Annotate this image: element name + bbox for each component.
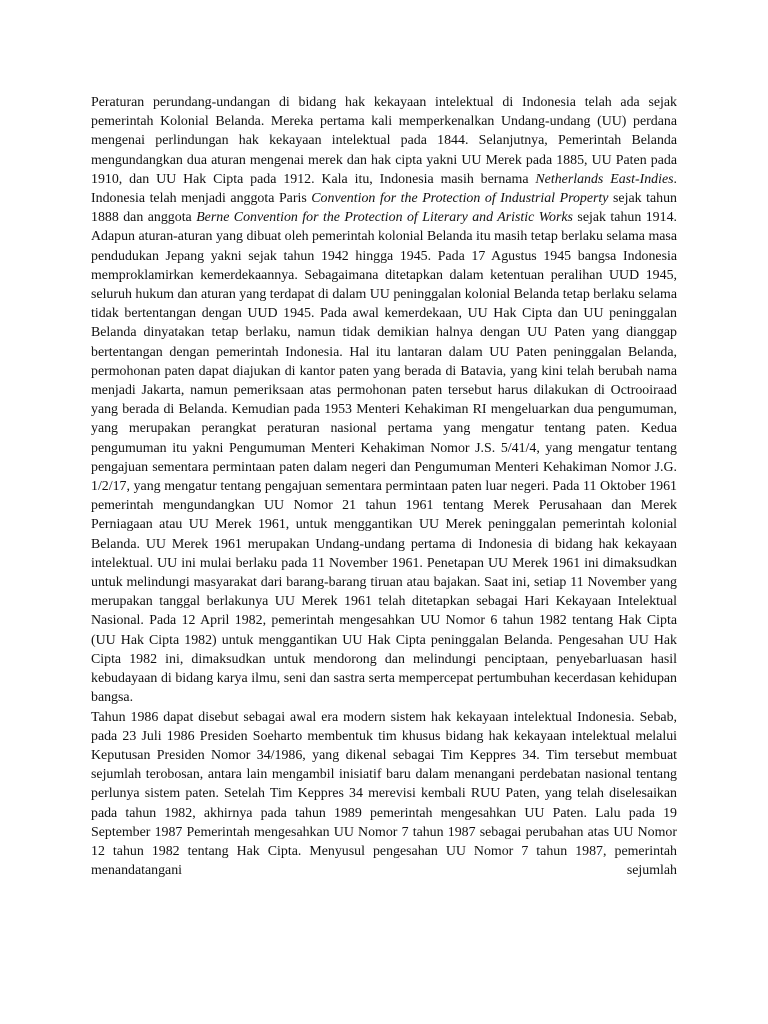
paragraph-1-italic-berne-convention: Berne Convention for the Protection of Literary and Aristic Works — [196, 210, 573, 226]
document-body — [91, 93, 677, 880]
paragraph-1-text-b: . Indonesia telah menjadi anggota Paris — [91, 171, 677, 207]
paragraph-1-text-c: sejak tahun 1888 dan anggota — [91, 191, 677, 226]
paragraph-2: Tahun 1986 dapat disebut sebagai awal era modern sistem hak kekayaan intelektual Indonesia. Sebab, pada 23 Juli 1986 Presiden Soeharto membentuk tim khusus bidang hak kekayaan intelektual melalui Keputusan Presiden Nomor 34/1986, yang dikenal sebagai Tim Keppres 34. Tim tersebut membuat sejumlah terobosan, antara lain mengambil inisiatif baru dalam menangani perdebatan nasional tentang perlunya sistem paten. Setelah Tim Keppres 34 merevisi kembali RUU Paten, yang telah diselesaikan pada tahun 1982, akhirnya pada tahun 1989 pemerintah mengesahkan UU Paten. Lalu pada 19 September 1987 Pemerintah mengesahkan UU Nomor 7 tahun 1987 sebagai perubahan atas UU Nomor 12 tahun 1982 tentang Hak Cipta. Menyusul pengesahan UU Nomor 7 tahun 1987, pemerintah menandatangani sejumlah — [91, 709, 677, 879]
paragraph-1-text-a: Peraturan perundang-undangan di bidang hak kekayaan intelektual di Indonesia telah ada sejak pemerintah Kolonial Belanda. Mereka pertama kali memperkenalkan Undang-undang (UU) perdana mengenai perlindungan hak kekayaan intelektual pada 1844. Selanjutnya, Pemerintah Belanda mengundangkan dua aturan mengenai merek dan hak cipta yakni UU Merek pada 1885, UU Paten pada 1910, dan UU Hak Cipta pada 1912. Kala itu, Indonesia masih bernama — [91, 95, 677, 187]
paragraph-1-text-d: sejak tahun 1914. Adapun aturan-aturan yang dibuat oleh pemerintah kolonial Belanda itu masih tetap berlaku selama masa pendudukan Jepang yakni sejak tahun 1942 hingga 1945. Pada 17 Agustus 1945 bangsa Indonesia memproklamirkan kemerdekaannya. Sebagaimana ditetapkan dalam ketentuan peralihan UUD 1945, seluruh hukum dan aturan yang terdapat di dalam UU peninggalan kolonial Belanda tetap berlaku selama tidak bertentangan dengan UUD 1945. Pada awal kemerdekaan, UU Hak Cipta dan UU peninggalan Belanda dinyatakan tetap berlaku, namun tidak demikian halnya dengan UU Paten yang dianggap bertentangan dengan pemerintah Indonesia. Hal itu lantaran dalam UU Paten peninggalan Belanda, permohonan paten dapat diajukan di kantor paten yang berada di Batavia, yang kini telah berubah nama menjadi Jakarta, namun pemeriksaan atas permohonan paten tersebut harus dilakukan di Octrooiraad yang berada di Belanda. Kemudian pada 1953 Menteri Kehakiman RI mengeluarkan dua pengumuman, yang merupakan perangkat peraturan nasional pertama yang mengatur tentang paten. Kedua pengumuman itu yakni Pengumuman Menteri Kehakiman Nomor J.S. 5/41/4, yang mengatur tentang pengajuan sementara permintaan paten dalam negeri dan Pengumuman Menteri Kehakiman Nomor J.G. 1/2/17, yang mengatur tentang pengajuan sementara permintaan paten luar negeri. Pada 11 Oktober 1961 pemerintah mengundangkan UU Nomor 21 tahun 1961 tentang Merek Perusahaan dan Merek Perniagaan atau UU Merek 1961, untuk menggantikan UU Merek peninggalan pemerintah kolonial Belanda. UU Merek 1961 merupakan Undang-undang pertama di Indonesia di bidang hak kekayaan intelektual. UU ini mulai berlaku pada 11 November 1961. Penetapan UU Merek 1961 ini dimaksudkan untuk melindungi masyarakat dari barang-barang tiruan atau bajakan. Saat ini, setiap 11 November yang merupakan tanggal berlakunya UU Merek 1961 telah ditetapkan sebagai Hari Kekayaan Intelektual Nasional. Pada 12 April 1982, pemerintah mengesahkan UU Nomor 6 tahun 1982 tentang Hak Cipta (UU Hak Cipta 1982) untuk menggantikan UU Hak Cipta peninggalan Belanda. Pengesahan UU Hak Cipta 1982 ini, dimaksudkan untuk mendorong dan melindungi penciptaan, penyebarluasan hasil kebudayaan di bidang karya ilmu, seni dan sastra serta mempercepat pertumbuhan kecerdasan kehidupan bangsa. — [91, 210, 677, 706]
paragraph-1-italic-paris-convention: Convention for the Protection of Industrial Property — [311, 191, 609, 207]
paragraph-1-italic-netherlands: Netherlands East-Indies — [535, 171, 674, 187]
paragraph-1 — [91, 93, 677, 708]
